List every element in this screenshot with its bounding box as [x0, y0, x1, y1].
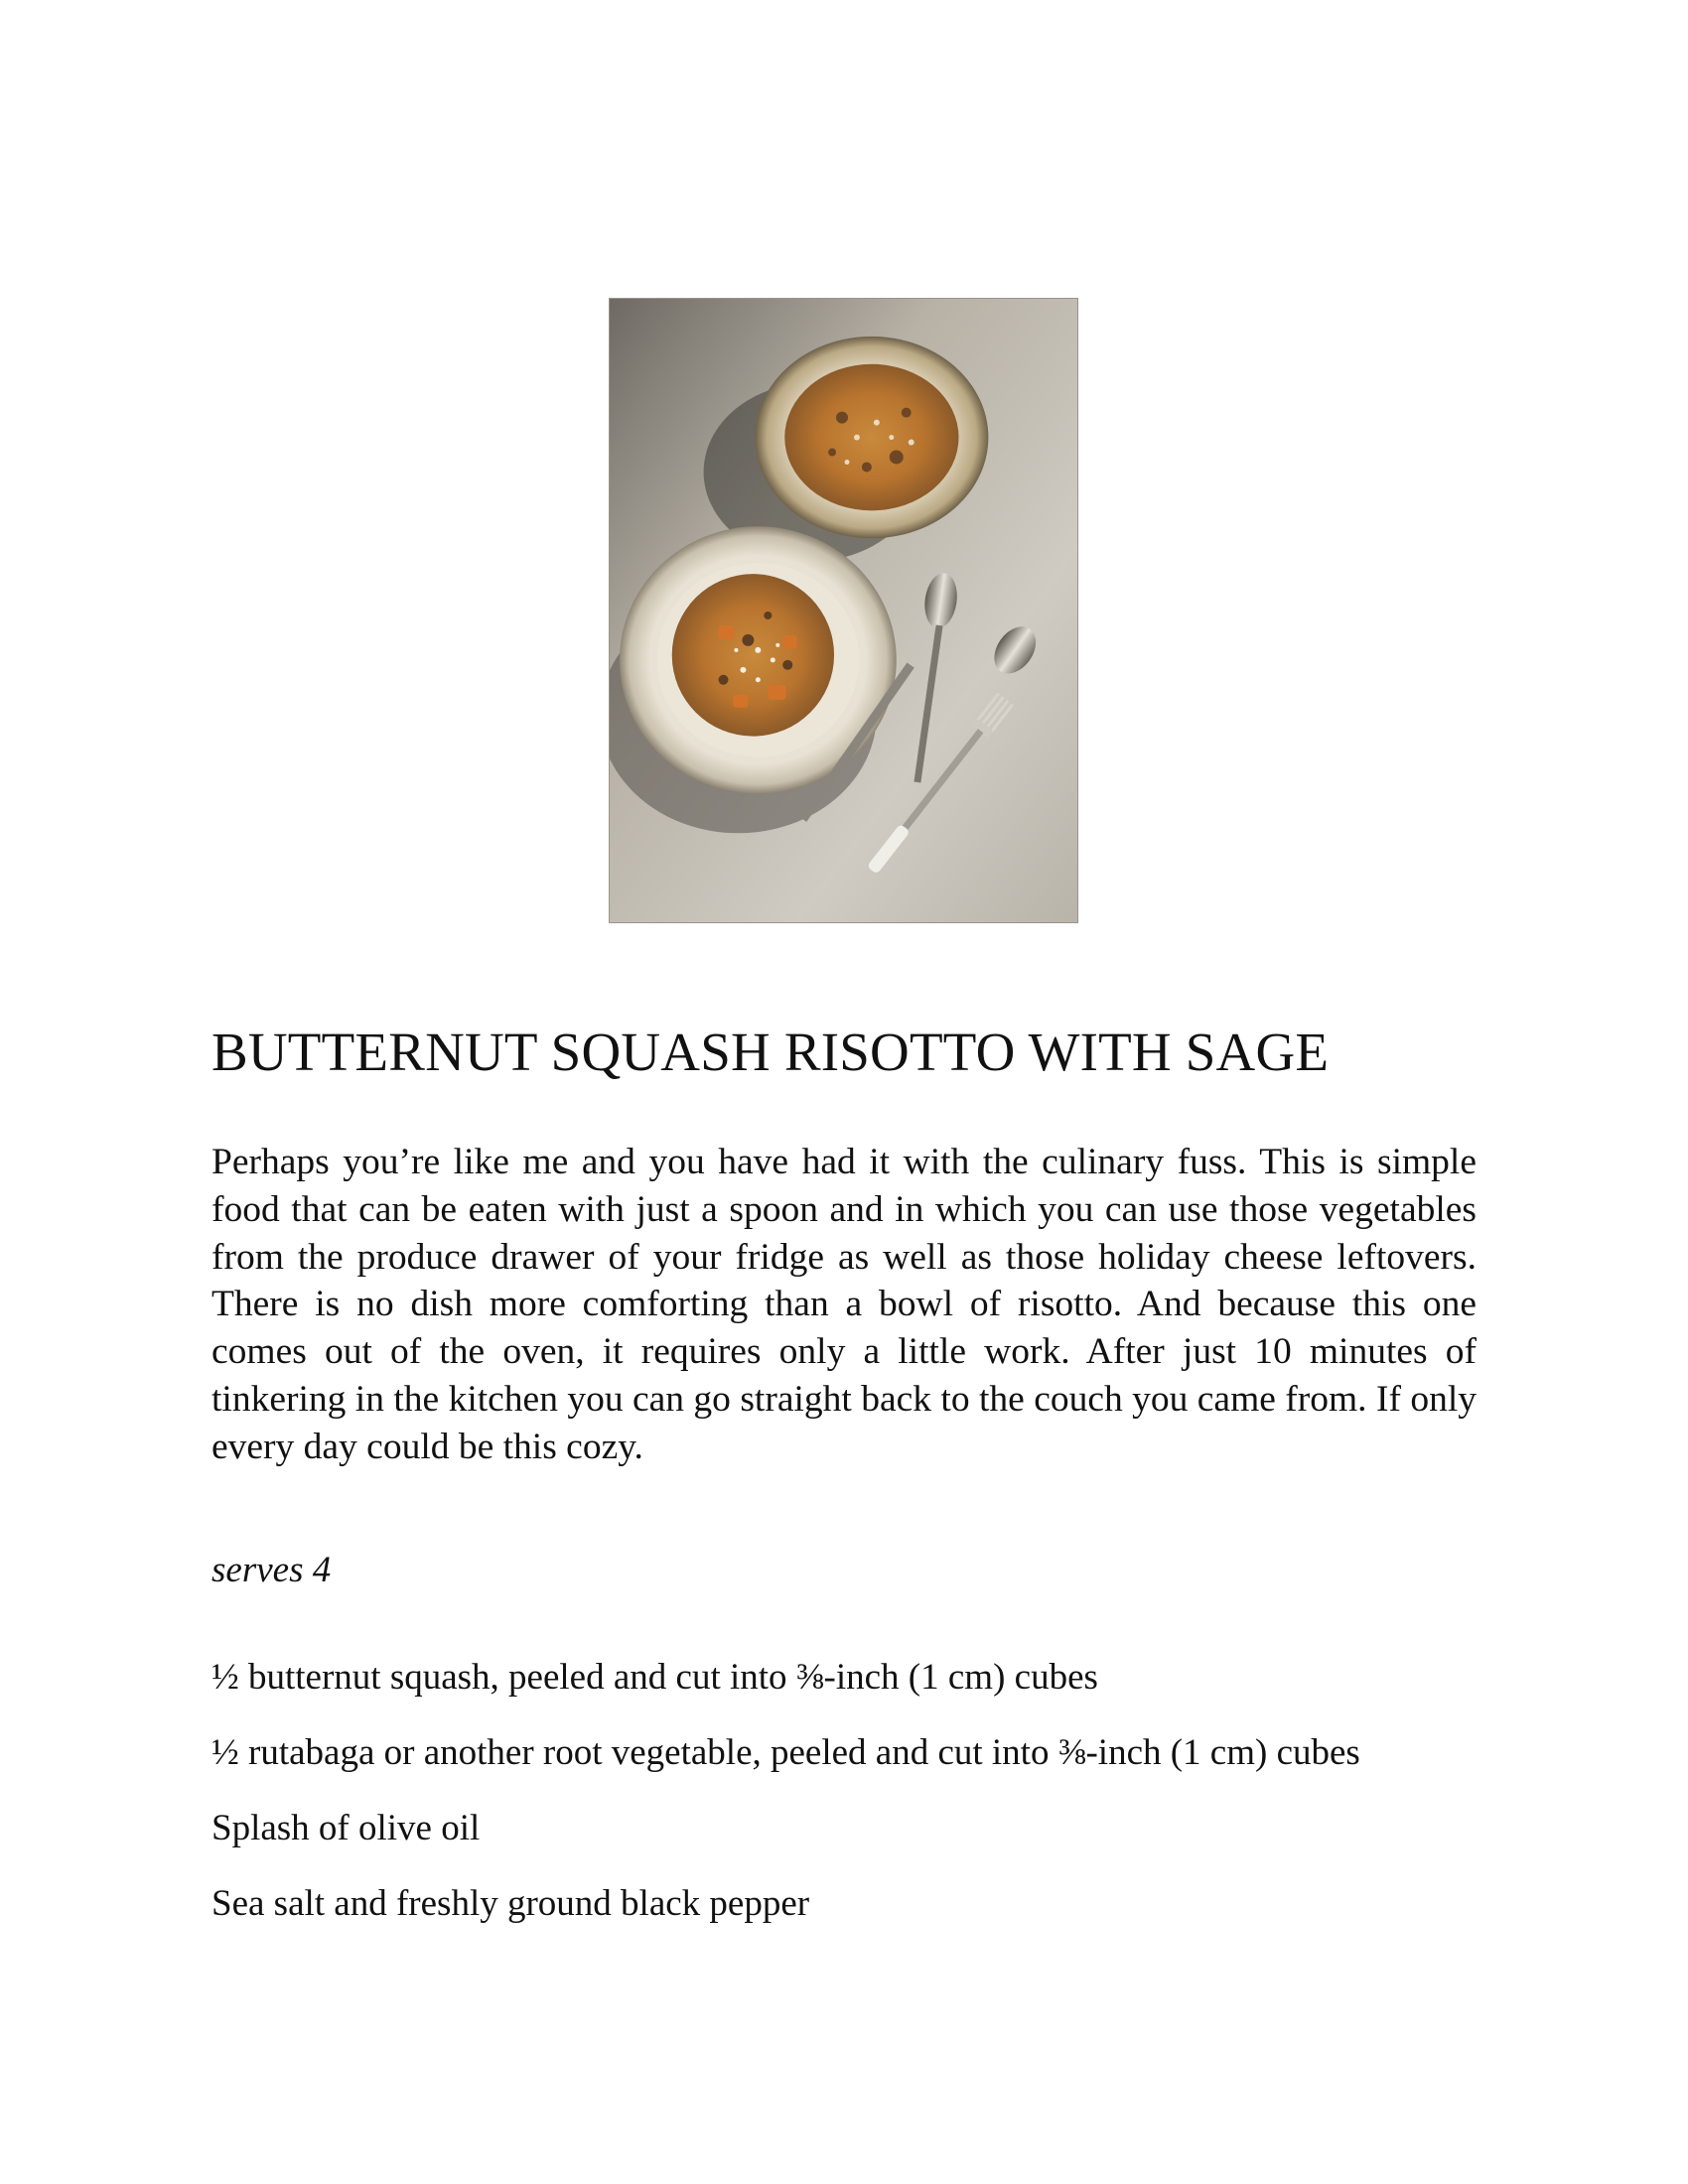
recipe-title: BUTTERNUT SQUASH RISOTTO WITH SAGE: [211, 1022, 1330, 1082]
ingredient-item: ½ butternut squash, peeled and cut into ⅜-inch (1 cm) cubes: [211, 1657, 1098, 1698]
ingredient-list: [211, 1654, 1477, 1956]
recipe-intro: Perhaps you’re like me and you have had it with the culinary fuss. This is simple food that can be eaten with just a spoon and in which you can use those vegetables from the produce drawer of your fridge as well as those holiday cheese leftovers. There is no dish more comforting than a bowl of risotto. And because this one comes out of the oven, it requires only a little work. After just 10 minutes of tinkering in the kitchen you can go straight back to the couch you came from. If only every day could be this cozy.: [211, 1142, 1477, 1467]
recipe-photo: [609, 298, 1078, 923]
ingredient-item: Sea salt and freshly ground black pepper: [211, 1883, 810, 1924]
serves-count: serves 4: [211, 1550, 332, 1590]
ingredient-item: Splash of olive oil: [211, 1808, 481, 1848]
ingredient-item: ½ rutabaga or another root vegetable, peeled and cut into ⅜-inch (1 cm) cubes: [211, 1732, 1360, 1773]
